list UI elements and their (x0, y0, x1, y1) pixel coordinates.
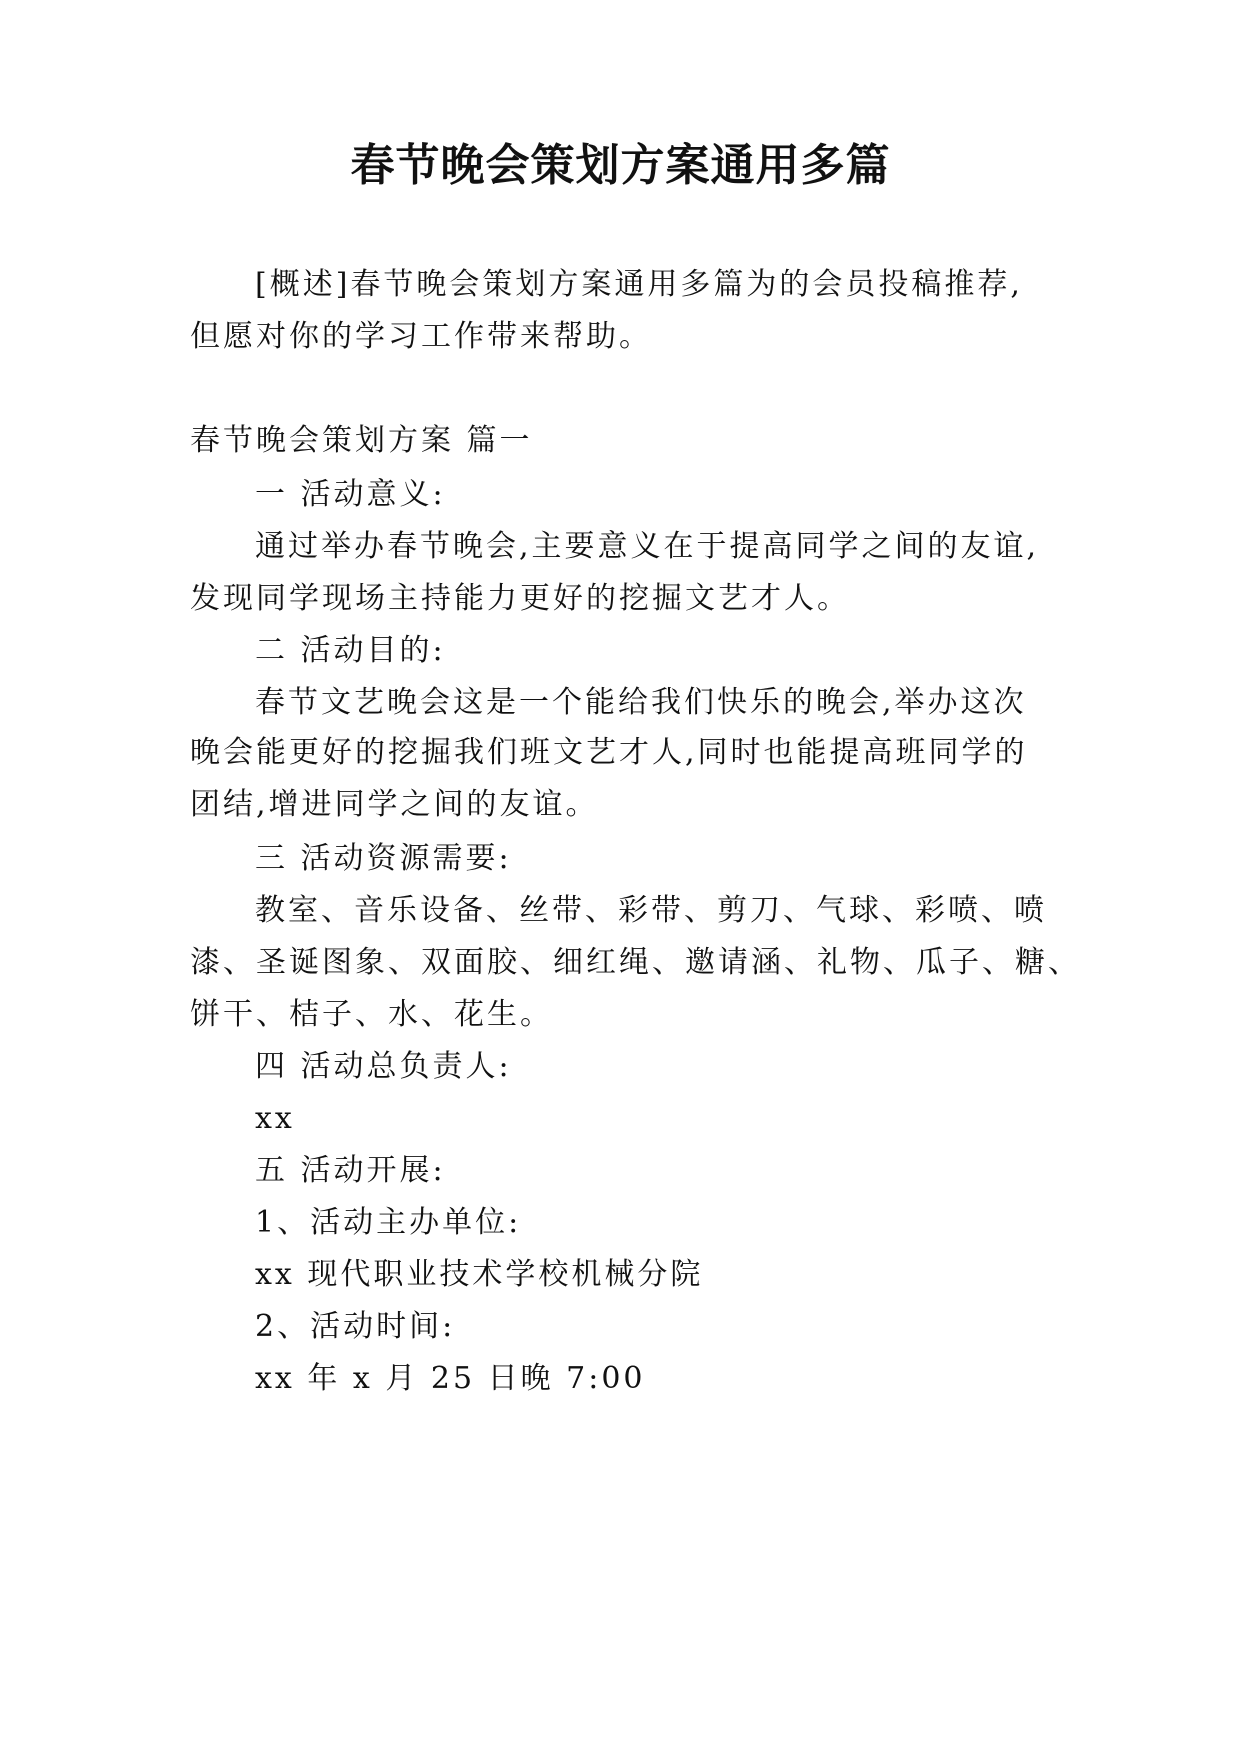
s3-heading: 三 活动资源需要: (255, 841, 512, 876)
s4-value: xx (255, 1101, 295, 1136)
s2-line-2: 晚会能更好的挖掘我们班文艺才人,同时也能提高班同学的 (190, 735, 1028, 770)
s2-line-3: 团结,增进同学之间的友谊。 (190, 787, 599, 822)
s2-heading: 二 活动目的: (255, 633, 446, 668)
s5-item1-value: xx 现代职业技术学校机械分院 (255, 1257, 704, 1292)
summary-line-1: [概述]春节晚会策划方案通用多篇为的会员投稿推荐, (255, 267, 1023, 302)
s2-line-1: 春节文艺晚会这是一个能给我们快乐的晚会,举办这次 (255, 685, 1027, 720)
s3-line-3: 饼干、桔子、水、花生。 (190, 997, 553, 1032)
s1-line-2: 发现同学现场主持能力更好的挖掘文艺才人。 (190, 581, 850, 616)
document-title: 春节晚会策划方案通用多篇 (350, 140, 891, 191)
s5-item1-heading: 1、活动主办单位: (255, 1205, 522, 1240)
s3-line-1: 教室、音乐设备、丝带、彩带、剪刀、气球、彩喷、喷 (255, 893, 1047, 928)
s4-heading: 四 活动总负责人: (255, 1049, 512, 1084)
s1-heading: 一 活动意义: (255, 477, 446, 512)
s3-line-2: 漆、圣诞图象、双面胶、细红绳、邀请涵、礼物、瓜子、糖、 (190, 945, 1081, 980)
s1-line-1: 通过举办春节晚会,主要意义在于提高同学之间的友谊, (255, 529, 1040, 564)
s5-heading: 五 活动开展: (255, 1153, 446, 1188)
s5-item2-value: xx 年 x 月 25 日晚 7:00 (255, 1361, 646, 1396)
section-heading: 春节晚会策划方案 篇一 (190, 423, 533, 458)
s5-item2-heading: 2、活动时间: (255, 1309, 456, 1344)
summary-line-2: 但愿对你的学习工作带来帮助。 (190, 319, 652, 354)
